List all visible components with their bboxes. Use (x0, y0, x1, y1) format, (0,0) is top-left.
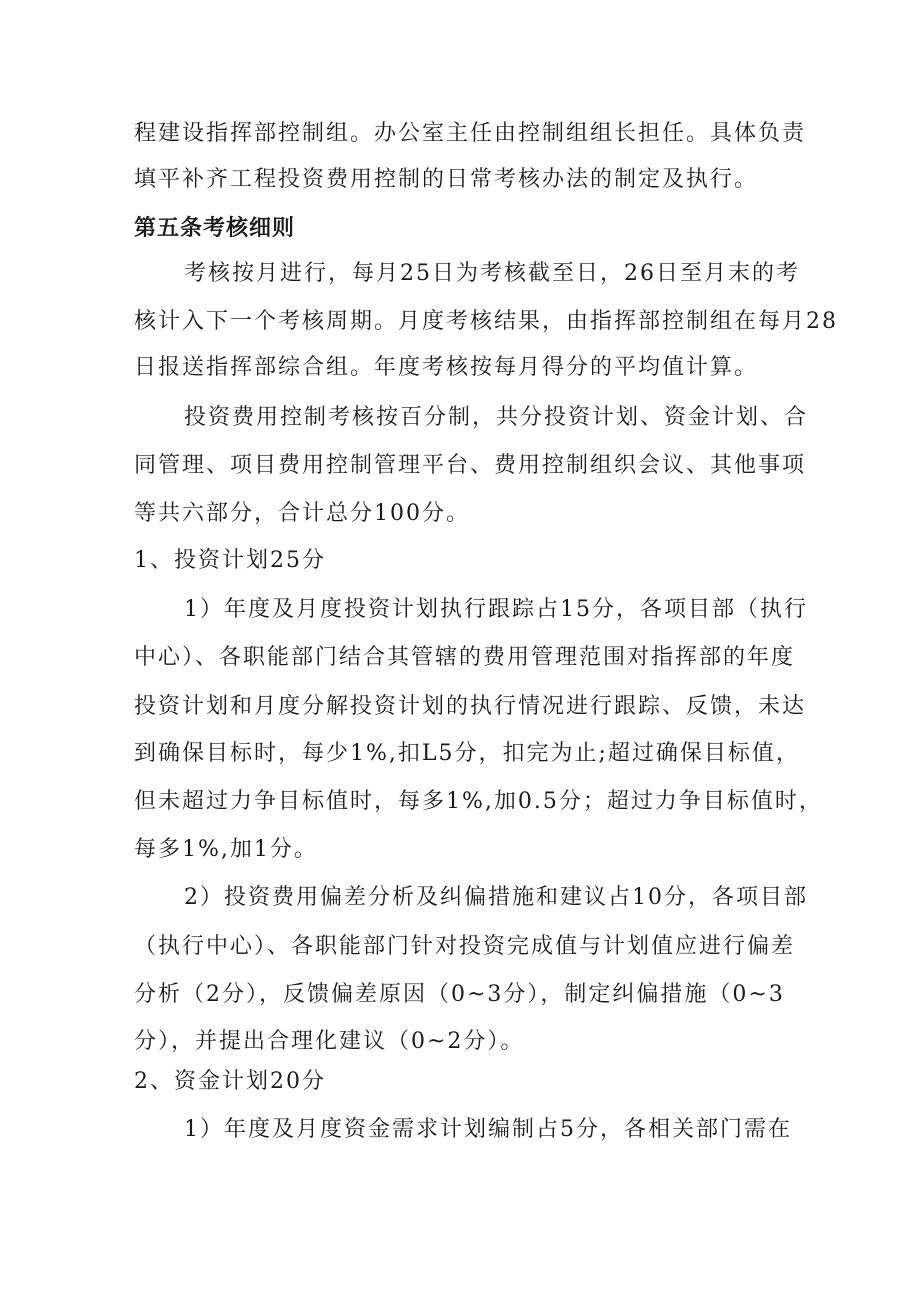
paragraph-line: （执行中心）、各职能部门针对投资完成值与计划值应进行偏差 (134, 934, 796, 959)
paragraph-line: 填平补齐工程投资费用控制的日常考核办法的制定及执行。 (134, 167, 759, 192)
paragraph-line: 投资费用控制考核按百分制，共分投资计划、资金计划、合 (184, 405, 809, 430)
paragraph-line: 到确保目标时，每少1%,扣L5分，扣完为止;超过确保目标值， (134, 741, 800, 766)
paragraph-line: 日报送指挥部综合组。年度考核按每月得分的平均值计算。 (134, 355, 759, 380)
paragraph-line: 分析（2分），反馈偏差原因（0~3分），制定纠偏措施（0~3 (134, 982, 785, 1007)
paragraph-line: 等共六部分，合计总分100分。 (134, 501, 470, 526)
paragraph-line: 考核按月进行，每月25日为考核截至日，26日至月末的考 (184, 261, 800, 286)
paragraph-line: 1）年度及月度投资计划执行跟踪占15分，各项目部（执行 (184, 597, 808, 622)
subsection-heading: 1、投资计划25分 (134, 548, 326, 573)
paragraph-line: 程建设指挥部控制组。办公室主任由控制组组长担任。具体负责 (134, 121, 807, 146)
paragraph-line: 分），并提出合理化建议（0~2分）。 (134, 1029, 525, 1054)
paragraph-line: 但未超过力争目标值时，每多1%,加0.5分；超过力争目标值时， (134, 789, 823, 814)
paragraph-line: 1）年度及月度资金需求计划编制占5分，各相关部门需在 (184, 1117, 792, 1142)
paragraph-line: 同管理、项目费用控制管理平台、费用控制组织会议、其他事项 (134, 453, 807, 478)
paragraph-line: 中心）、各职能部门结合其管辖的费用管理范围对指挥部的年度 (134, 645, 796, 670)
paragraph-line: 投资计划和月度分解投资计划的执行情况进行跟踪、反馈，未达 (134, 694, 807, 719)
paragraph-line: 核计入下一个考核周期。月度考核结果，由指挥部控制组在每月28 (134, 309, 838, 334)
subsection-heading: 2、资金计划20分 (134, 1069, 326, 1094)
paragraph-line: 每多1%,加1分。 (134, 837, 318, 862)
paragraph-line: 2）投资费用偏差分析及纠偏措施和建议占10分，各项目部 (184, 885, 808, 910)
section-heading: 第五条考核细则 (134, 215, 296, 241)
